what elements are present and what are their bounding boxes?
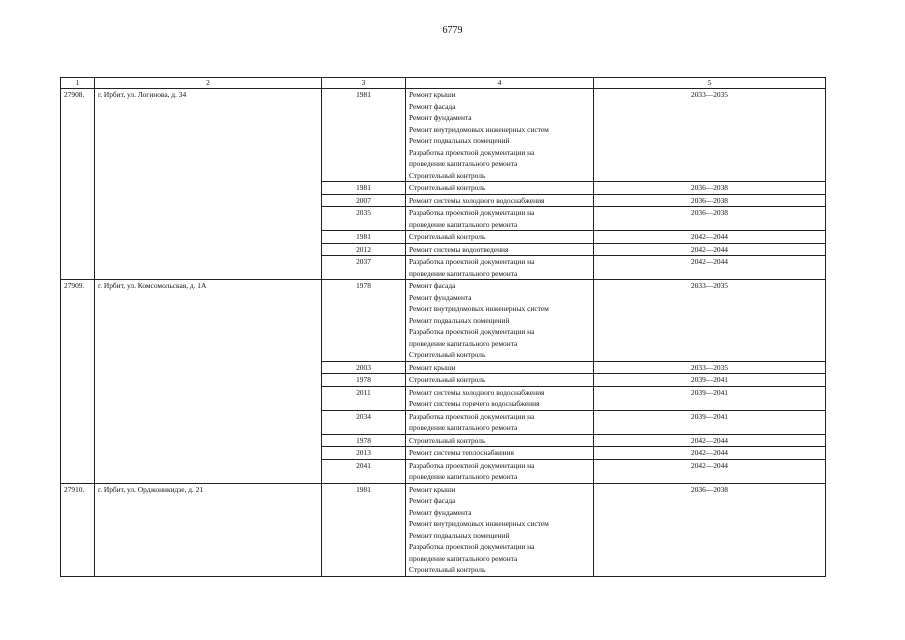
period-cell: 2042—2044 [594, 231, 826, 244]
work-item: Строительный контроль [409, 183, 486, 192]
table-row [61, 89, 826, 182]
work-item: Строительный контроль [409, 565, 486, 574]
object-address: г. Ирбит, ул. Орджоникидзе, д. 21 [95, 483, 322, 576]
work-item: Строительный контроль [409, 232, 486, 241]
period-cell: 2039—2041 [594, 374, 826, 387]
work-item: Ремонт системы холодного водоснабжения [409, 195, 545, 205]
works-cell [406, 410, 594, 434]
table-row [61, 280, 826, 362]
work-item: Разработка проектной документации на [409, 327, 535, 336]
work-item: проведение капитального ремонта [409, 219, 518, 229]
period-cell: 2042—2044 [594, 447, 826, 460]
header-cell-1: 1 [61, 78, 95, 89]
works-cell [406, 231, 594, 244]
work-item: Ремонт фундамента [409, 113, 472, 122]
work-item: Разработка проектной документации на [409, 208, 535, 217]
work-item: Ремонт фасада [409, 281, 456, 290]
object-number: 27908. [61, 89, 95, 280]
work-item: Ремонт внутридомовых инженерных систем [409, 519, 549, 528]
work-item: Разработка проектной документации на [409, 257, 535, 266]
work-item: проведение капитального ремонта [409, 159, 518, 168]
object-address: г. Ирбит, ул. Комсомольская, д. 1А [95, 280, 322, 484]
works-cell [406, 447, 594, 460]
period-cell: 2042—2044 [594, 434, 826, 447]
year-cell: 2037 [322, 256, 406, 280]
period-cell: 2042—2044 [594, 256, 826, 280]
work-item: Ремонт фасада [409, 496, 456, 505]
works-cell [406, 434, 594, 447]
work-item: Строительный контроль [409, 435, 486, 445]
period-cell: 2039—2041 [594, 386, 826, 410]
work-item: Ремонт крыши [409, 90, 456, 99]
work-item: Строительный контроль [409, 170, 486, 180]
work-item: Ремонт крыши [409, 362, 456, 372]
work-item: Строительный контроль [409, 375, 486, 384]
work-item: Ремонт фундамента [409, 292, 472, 302]
header-cell-2: 2 [95, 78, 322, 89]
period-cell: 2036—2038 [594, 483, 826, 576]
work-item: проведение капитального ремонта [409, 472, 518, 481]
year-cell: 1978 [322, 374, 406, 387]
object-number: 27909. [61, 280, 95, 484]
work-item: Ремонт фасада [409, 101, 456, 111]
period-cell: 2033—2035 [594, 361, 826, 374]
object-number: 27910. [61, 483, 95, 576]
page-number: 6779 [442, 25, 463, 36]
work-item: Строительный контроль [409, 350, 486, 359]
work-item: Ремонт подвальных помещений [409, 530, 510, 540]
header-cell-5: 5 [594, 78, 826, 89]
period-cell: 2039—2041 [594, 410, 826, 434]
works-cell [406, 243, 594, 256]
year-cell: 2034 [322, 410, 406, 434]
year-cell: 1978 [322, 434, 406, 447]
works-cell [406, 280, 594, 362]
work-item: Ремонт системы холодного водоснабжения [409, 387, 545, 397]
year-cell: 1978 [322, 280, 406, 362]
period-cell: 2036—2038 [594, 194, 826, 207]
year-cell: 2035 [322, 207, 406, 231]
works-cell [406, 207, 594, 231]
work-item: Ремонт системы горячего водоснабжения [409, 399, 540, 408]
header-row [61, 78, 826, 89]
work-item: Разработка проектной документации на [409, 460, 535, 470]
work-item: Ремонт внутридомовых инженерных систем [409, 304, 549, 313]
works-cell [406, 182, 594, 195]
year-cell: 1981 [322, 89, 406, 182]
works-cell [406, 459, 594, 483]
work-item: проведение капитального ремонта [409, 338, 518, 348]
work-item: Ремонт фундамента [409, 507, 472, 517]
year-cell: 2003 [322, 361, 406, 374]
works-cell [406, 374, 594, 387]
repair-schedule-table [60, 77, 826, 577]
period-cell: 2042—2044 [594, 243, 826, 256]
work-item: Ремонт крыши [409, 484, 456, 494]
work-item: Ремонт внутридомовых инженерных систем [409, 124, 549, 134]
works-cell [406, 194, 594, 207]
year-cell: 2041 [322, 459, 406, 483]
work-item: Разработка проектной документации на [409, 542, 535, 551]
work-item: Ремонт системы водоотведения [409, 244, 509, 254]
year-cell: 1981 [322, 231, 406, 244]
works-cell [406, 386, 594, 410]
object-address: г. Ирбит, ул. Логинова, д. 34 [95, 89, 322, 280]
work-item: Ремонт подвальных помещений [409, 136, 510, 145]
year-cell: 2007 [322, 194, 406, 207]
year-cell: 1981 [322, 182, 406, 195]
period-cell: 2042—2044 [594, 459, 826, 483]
year-cell: 2013 [322, 447, 406, 460]
work-item: проведение капитального ремонта [409, 268, 518, 278]
table-row [61, 483, 826, 576]
header-cell-4: 4 [406, 78, 594, 89]
header-cell-3: 3 [322, 78, 406, 89]
works-cell [406, 256, 594, 280]
work-item: Разработка проектной документации на [409, 411, 535, 421]
period-cell: 2033—2035 [594, 280, 826, 362]
year-cell: 2012 [322, 243, 406, 256]
work-item: Ремонт системы теплоснабжения [409, 448, 514, 457]
table-body [61, 89, 826, 577]
year-cell: 2011 [322, 386, 406, 410]
work-item: проведение капитального ремонта [409, 553, 518, 563]
works-cell [406, 483, 594, 576]
works-cell [406, 361, 594, 374]
period-cell: 2033—2035 [594, 89, 826, 182]
period-cell: 2036—2038 [594, 207, 826, 231]
year-cell: 1981 [322, 483, 406, 576]
work-item: Ремонт подвальных помещений [409, 315, 510, 325]
works-cell [406, 89, 594, 182]
work-item: Разработка проектной документации на [409, 147, 535, 157]
period-cell: 2036—2038 [594, 182, 826, 195]
work-item: проведение капитального ремонта [409, 423, 518, 432]
